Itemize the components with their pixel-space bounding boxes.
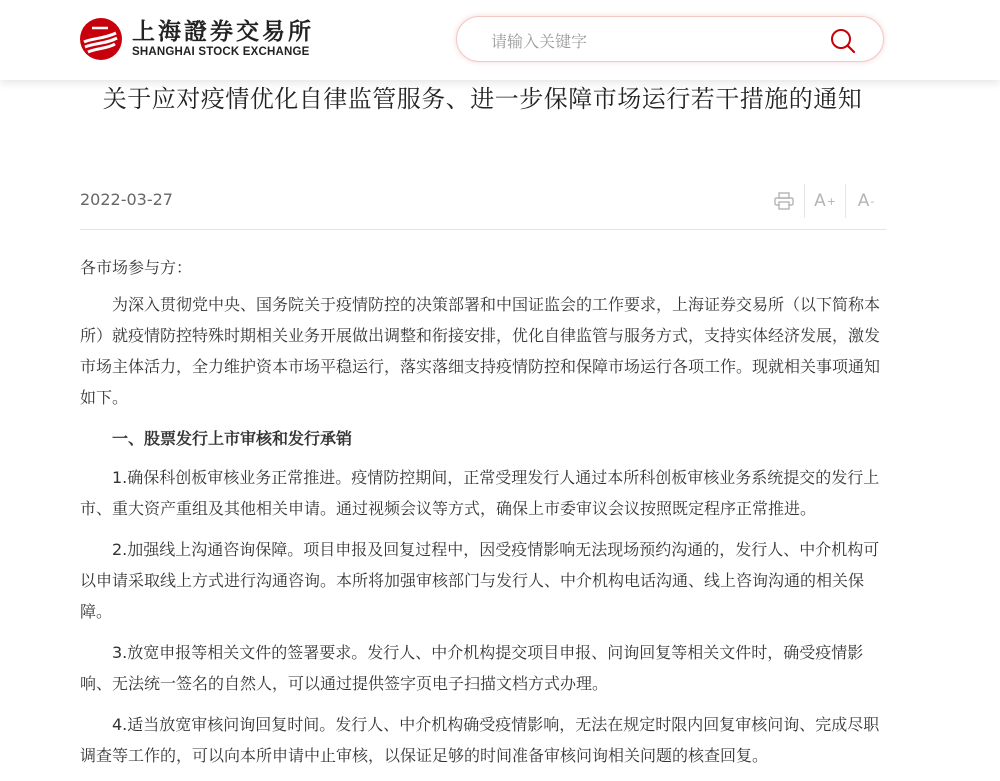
site-header — [0, 0, 1000, 80]
font-decrease-mark: - — [870, 194, 875, 208]
salutation: 各市场参与方： — [80, 258, 193, 277]
publish-date: 2022-03-27 — [80, 190, 173, 209]
font-decrease-label: A — [857, 191, 870, 211]
intro-paragraph: 为深入贯彻党中央、国务院关于疫情防控的决策部署和中国证监会的工作要求，上海证券交易所（以下简称本所）就疫情防控特殊时期相关业务开展做出调整和衔接安排，优化自律监管与服务方式，支持实体经济发展，激发市场主体活力，全力维护资本市场平稳运行，落实落细支持疫情防控和保障市场运行各项工作。现就相关事项通知如下。 — [80, 295, 881, 407]
font-increase-mark: + — [826, 194, 836, 208]
logo-chinese-name: 上海證券交易所 — [132, 18, 314, 45]
search-icon[interactable] — [829, 27, 857, 55]
print-button[interactable] — [764, 184, 804, 218]
article-meta — [80, 184, 886, 220]
sse-logo-icon — [78, 16, 124, 62]
measure-item-1: 1.确保科创板审核业务正常推进。疫情防控期间，正常受理发行人通过本所科创板审核业务系统提交的发行上市、重大资产重组及其他相关申请。通过视频会议等方式，确保上市委审议会议按照既定程序正常推进。 — [80, 468, 880, 518]
article-body — [80, 252, 886, 781]
font-increase-button[interactable] — [804, 184, 845, 218]
search-box — [456, 16, 884, 62]
measure-item-2: 2.加强线上沟通咨询保障。项目申报及回复过程中，因受疫情影响无法现场预约沟通的，发行人、中介机构可以申请采取线上方式进行沟通咨询。本所将加强审核部门与发行人、中介机构电话沟通、线上咨询沟通的相关保障。 — [80, 540, 880, 621]
printer-icon — [774, 192, 794, 210]
article-title: 关于应对疫情优化自律监管服务、进一步保障市场运行若干措施的通知 — [102, 85, 863, 113]
article-tools — [764, 184, 886, 218]
sse-logo[interactable] — [78, 16, 314, 62]
font-decrease-button[interactable] — [845, 184, 886, 218]
measure-item-3: 3.放宽申报等相关文件的签署要求。发行人、中介机构提交项目申报、问询回复等相关文件时，确受疫情影响、无法统一签名的自然人，可以通过提供签字页电子扫描文档方式办理。 — [80, 643, 864, 693]
logo-text — [132, 19, 314, 59]
measure-item-4: 4.适当放宽审核问询回复时间。发行人、中介机构确受疫情影响，无法在规定时限内回复审核问询、完成尽职调查等工作的，可以向本所申请中止审核，以保证足够的时间准备审核问询相关问题的核查回复。 — [80, 715, 880, 765]
meta-divider — [80, 229, 886, 230]
section-heading: 一、股票发行上市审核和发行承销 — [112, 429, 353, 448]
font-increase-label: A — [814, 191, 826, 211]
search-input[interactable] — [489, 27, 813, 55]
logo-english-name: SHANGHAI STOCK EXCHANGE — [132, 46, 310, 58]
